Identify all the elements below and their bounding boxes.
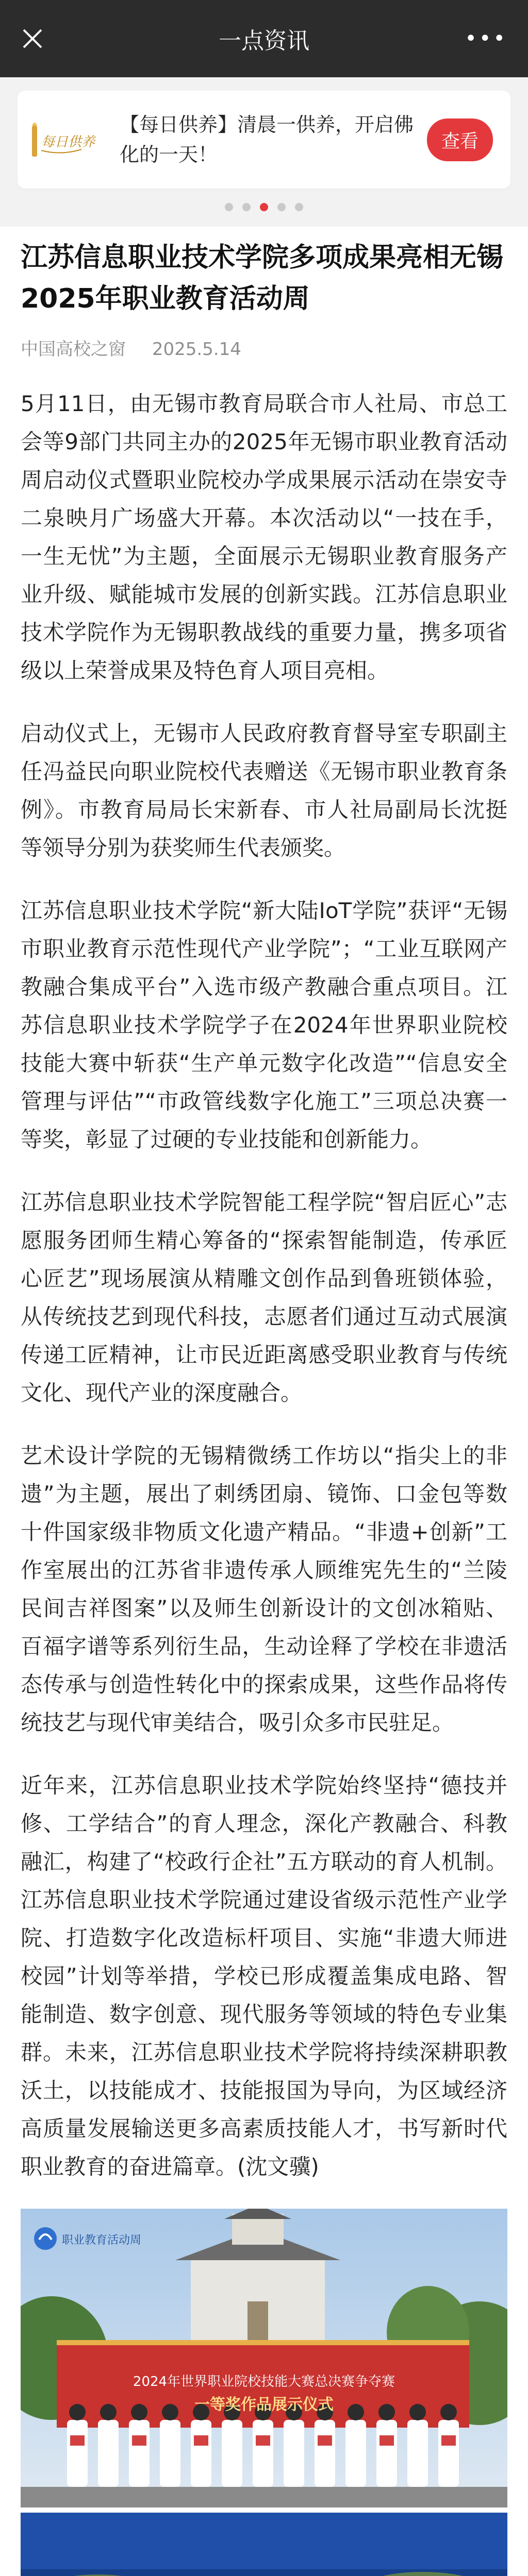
article-source[interactable]: 中国高校之窗 [21,339,126,360]
volunteers-photo [21,2513,507,2576]
svg-text:每日供养: 每日供养 [41,134,95,150]
photo-banner-line1: 2024年世界职业院校技能大赛总决赛争夺赛 [133,2374,395,2389]
carousel-dots [0,203,528,211]
promo-logo [30,114,107,165]
promo-banner[interactable] [18,91,510,189]
carousel-dot-active[interactable] [260,203,268,211]
article-paragraph: 艺术设计学院的无锡精微绣工作坊以“指尖上的非遗”为主题，展出了刺绣团扇、镜饰、口金包等数十件国家级非物质文化遗产精品。“非遗+创新”工作室展出的江苏省非遗传承人顾维宪先生的“兰陵民间吉祥图案”以及师生创新设计的文创冰箱贴、百福字谱等系列衍生品，生动诠释了学校在非遗活态传承与创造性转化中的探索成果，这些作品将传统技艺与现代审美结合，吸引众多市民驻足。 [21,1443,507,1735]
ceremony-photo [21,2209,507,2507]
article-meta [21,335,507,360]
article-paragraph: 江苏信息职业技术学院“新大陆IoT学院”获评“无锡市职业教育示范性现代产业学院”；“工业互联网产教融合集成平台”入选市级产教融合重点项目。江苏信息职业技术学院学子在2024年世界职业院校技能大赛中斩获“生产单元数字化改造”“信息安全管理与评估”“市政管线数字化施工”三项总决赛一等奖，彰显了过硬的专业技能和创新能力。 [21,898,507,1152]
carousel-dot[interactable] [277,203,286,211]
article-paragraph: 近年来，江苏信息职业技术学院始终坚持“德技并修、工学结合”的育人理念，深化产教融合、科教融汇，构建了“校政行企社”五方联动的育人机制。江苏信息职业技术学院通过建设省级示范性产业学院、打造数字化改造标杆项目、实施“非遗大师进校园”计划等举措，学校已形成覆盖集成电路、智能制造、数字创意、现代服务等领域的特色专业集群。未来，江苏信息职业技术学院将持续深耕职教沃土，以技能成才、技能报国为导向，为区域经济高质量发展输送更多高素质技能人才，书写新时代职业教育的奋进篇章。(沈文骥) [21,1773,507,2179]
article-paragraph: 5月11日，由无锡市教育局联合市人社局、市总工会等9部门共同主办的2025年无锡市职业教育活动周启动仪式暨职业院校办学成果展示活动在崇安寺二泉映月广场盛大开幕。本次活动以“一技在手，一生无忧”为主题，全面展示无锡职业教育服务产业升级、赋能城市发展的创新实践。江苏信息职业技术学院作为无锡职教战线的重要力量，携多项省级以上荣誉成果及特色育人项目亮相。 [21,391,507,683]
article-paragraph: 启动仪式上，无锡市人民政府教育督导室专职副主任冯益民向职业院校代表赠送《无锡市职业教育条例》。市教育局局长宋新春、市人社局副局长沈挺等领导分别为获奖师生代表颁奖。 [21,721,507,860]
article-paragraph: 江苏信息职业技术学院智能工程学院“智启匠心”志愿服务团师生精心筹备的“探索智能制造，传承匠心匠艺”现场展演从精雕文创作品到鲁班锁体验，从传统技艺到现代科技，志愿者们通过互动式展演传递工匠精神，让市民近距离感受职业教育与传统文化、现代产业的深度融合。 [21,1190,507,1405]
lotus-logo-icon [30,116,107,163]
promo-text: 【每日供养】清晨一供养，开启佛化的一天！ [120,113,414,166]
carousel-dot[interactable] [225,203,233,211]
more-icon[interactable]: ••• [465,27,507,50]
photo-banner-line2: 一等奖作品展示仪式 [194,2396,334,2414]
article-photo-ceremony[interactable] [21,2209,507,2507]
photo-logo-text: 职业教育活动周 [62,2234,142,2247]
promo-banner-area [0,77,528,227]
view-button[interactable]: 查看 [427,118,493,161]
article [0,237,528,2186]
article-title: 江苏信息职业技术学院多项成果亮相无锡2025年职业教育活动周 [21,242,504,314]
carousel-dot[interactable] [295,203,303,211]
article-date: 2025.5.14 [152,339,241,360]
carousel-dot[interactable] [242,203,251,211]
article-photo-volunteers[interactable] [21,2513,507,2576]
close-icon[interactable] [21,27,44,50]
top-navigation-bar [0,0,528,77]
page-title: 一点资讯 [219,28,309,54]
